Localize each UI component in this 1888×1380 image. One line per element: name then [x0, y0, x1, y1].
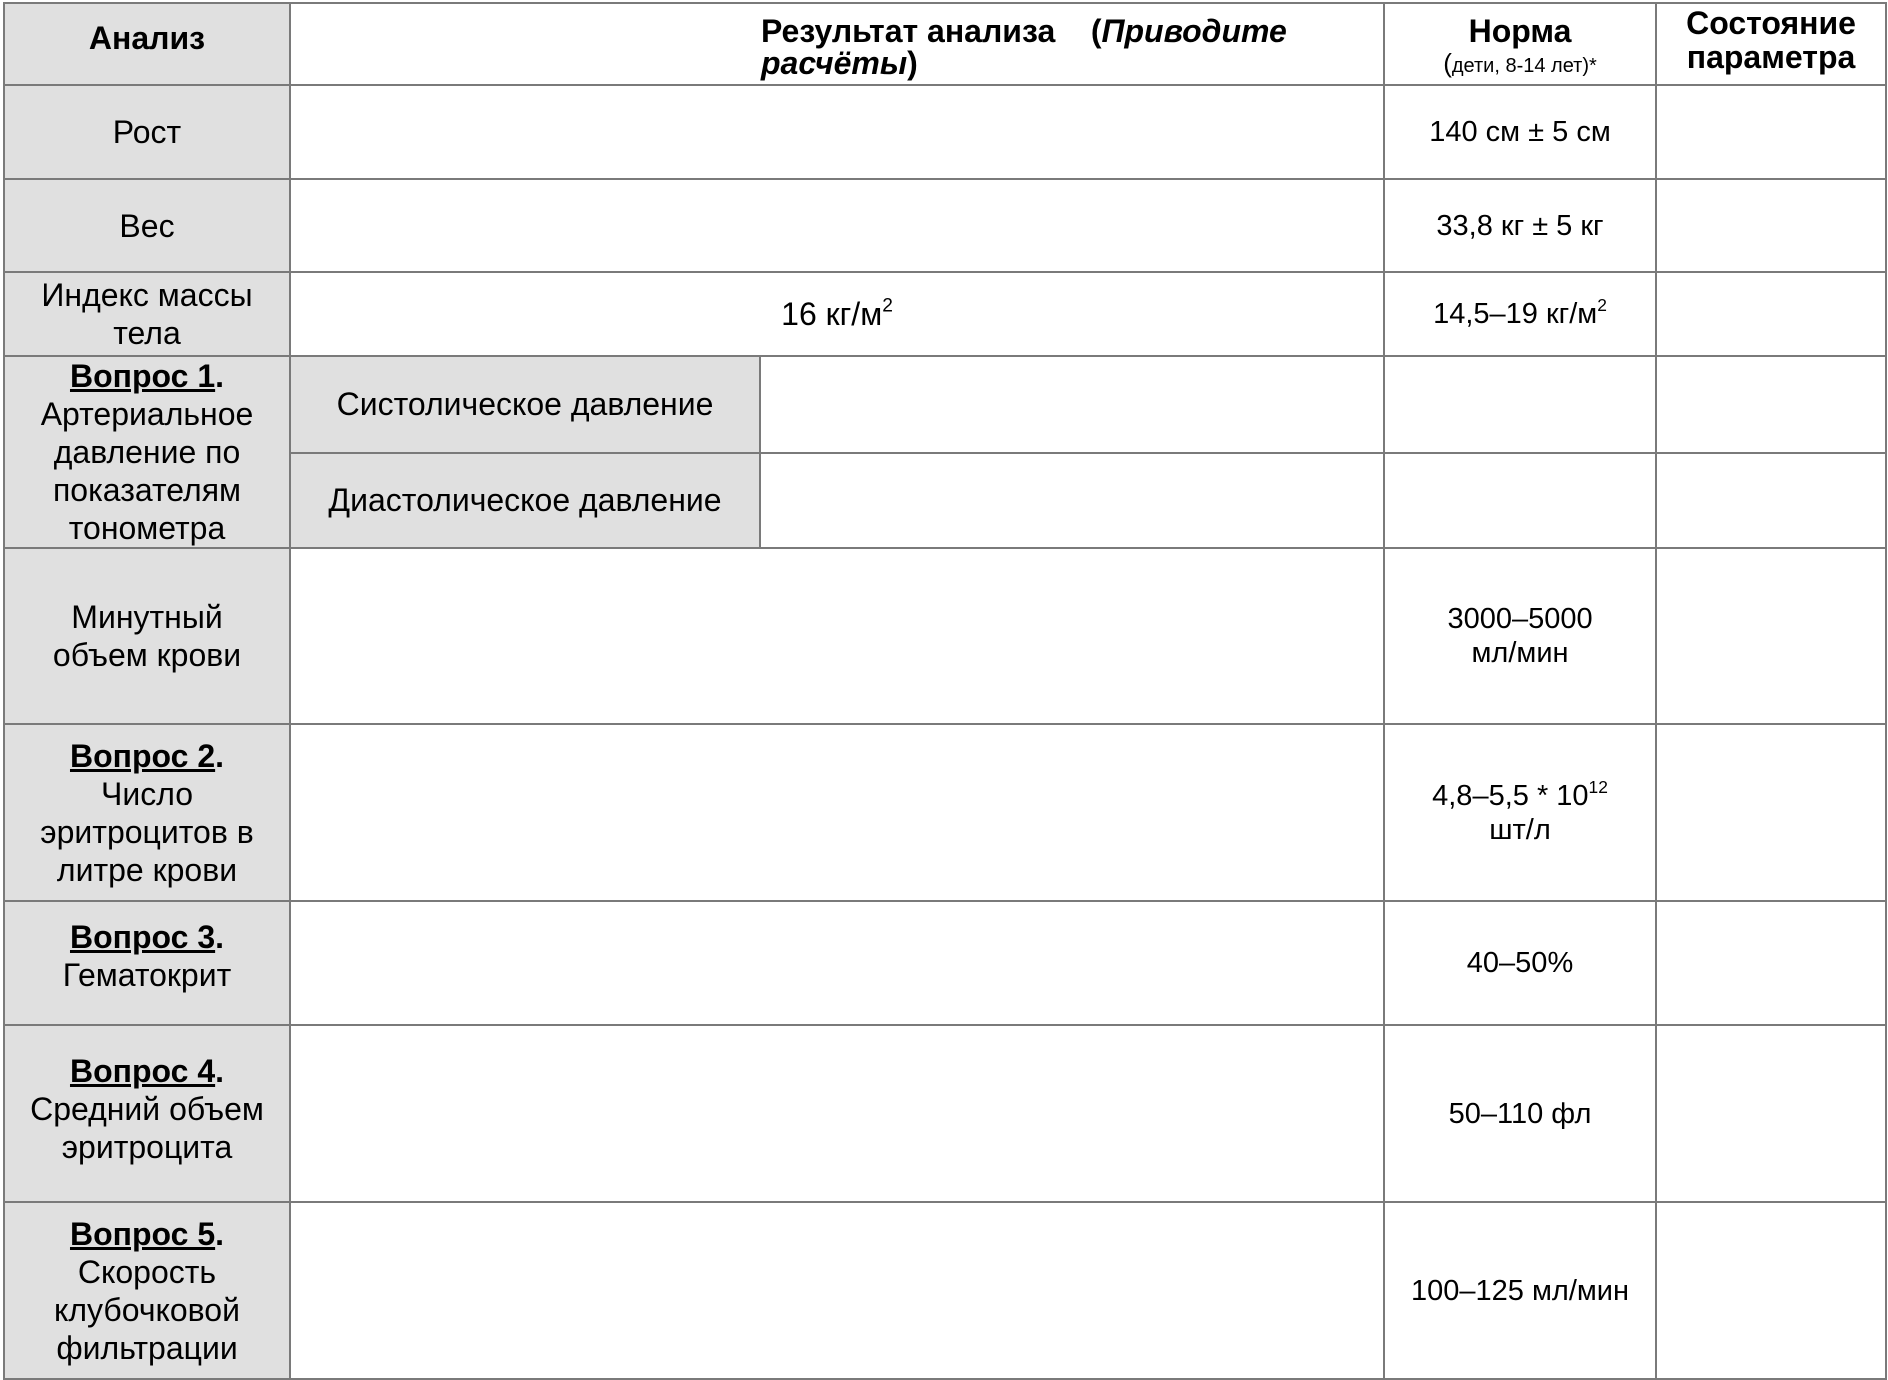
header-norm: [1384, 3, 1656, 85]
result-bmi-exponent: 2: [882, 295, 893, 317]
result-q4-cell[interactable]: [290, 1025, 1384, 1202]
header-norm-sub-close: )*: [1582, 54, 1597, 77]
table-row-bmi: [4, 272, 1886, 356]
label-minute-volume-line2: объем крови: [52, 637, 242, 673]
table-row-weight: [4, 179, 1886, 272]
label-minute-volume: [4, 548, 290, 724]
label-q3-question: Вопрос 3: [69, 919, 216, 955]
label-bmi: [4, 272, 290, 356]
norm-q2-line2: шт/л: [1489, 813, 1551, 846]
status-diastolic-cell[interactable]: [1656, 453, 1886, 549]
header-result: [290, 3, 1384, 85]
label-minute-volume-line1: Минутный: [71, 599, 223, 635]
norm-diastolic: [1384, 453, 1656, 549]
label-q2: [4, 724, 290, 901]
label-q1-line1: Артериальное: [40, 396, 254, 432]
norm-systolic: [1384, 356, 1656, 453]
header-result-note: Приводите расчёты: [761, 13, 1287, 81]
table-row-q5: [4, 1202, 1886, 1379]
header-norm-sub-open: (: [1443, 47, 1452, 78]
header-analysis: [4, 3, 290, 85]
table-row-q4: [4, 1025, 1886, 1202]
sublabel-systolic-text: Систолическое давление: [336, 386, 714, 423]
label-q5: [4, 1202, 290, 1379]
label-q1-line4: тонометра: [68, 510, 226, 546]
status-q2-cell[interactable]: [1656, 724, 1886, 901]
table-row-minute-volume: [4, 548, 1886, 724]
label-q2-line2: эритроцитов в: [40, 813, 254, 850]
result-bmi-value: 16 кг/м: [781, 296, 883, 332]
label-q3-line1: Гематокрит: [62, 957, 232, 993]
label-q1-title: [5, 357, 289, 395]
norm-q2-exponent: 12: [1588, 776, 1608, 797]
label-q2-dot: .: [215, 737, 225, 774]
label-height: [4, 85, 290, 179]
table-row-q3: [4, 901, 1886, 1025]
result-q2-cell[interactable]: [290, 724, 1384, 901]
norm-q4: [1384, 1025, 1656, 1202]
status-bmi-cell[interactable]: [1656, 272, 1886, 356]
header-norm-text: Норма: [1468, 12, 1572, 49]
label-q4-line1: Средний объем: [30, 1091, 264, 1127]
label-q5-line3: фильтрации: [56, 1329, 238, 1366]
status-height-cell[interactable]: [1656, 85, 1886, 179]
norm-q5-text: 100–125 мл/мин: [1411, 1274, 1630, 1307]
sublabel-systolic: [290, 356, 760, 453]
header-analysis-text: Анализ: [88, 20, 206, 56]
status-systolic-cell[interactable]: [1656, 356, 1886, 453]
label-q5-dot: .: [215, 1215, 225, 1252]
norm-weight-text: 33,8 кг ± 5 кг: [1436, 209, 1604, 242]
header-status: [1656, 3, 1886, 85]
result-systolic-cell[interactable]: [760, 356, 1384, 453]
label-q4-question: Вопрос 4: [69, 1053, 216, 1089]
sublabel-diastolic: [290, 453, 760, 549]
status-q4-cell[interactable]: [1656, 1025, 1886, 1202]
norm-minute-volume-line2: мл/мин: [1471, 637, 1569, 669]
norm-q2-line1: [1385, 776, 1655, 813]
status-minute-volume-cell[interactable]: [1656, 548, 1886, 724]
label-q1-line3: показателям: [52, 472, 242, 508]
norm-minute-volume-line1: 3000–5000: [1447, 603, 1593, 635]
norm-q2: [1384, 724, 1656, 901]
result-minute-volume-cell[interactable]: [290, 548, 1384, 724]
header-row: [4, 3, 1886, 85]
norm-q3: [1384, 901, 1656, 1025]
result-weight-cell[interactable]: [290, 179, 1384, 272]
header-status-line2: параметра: [1686, 39, 1856, 75]
result-diastolic-cell[interactable]: [760, 453, 1384, 549]
label-q5-line1: Скорость: [77, 1253, 217, 1290]
sublabel-diastolic-text: Диастолическое давление: [328, 482, 722, 519]
header-result-text: Результат анализа: [761, 13, 1056, 49]
status-weight-cell[interactable]: [1656, 179, 1886, 272]
table-row-height: [4, 85, 1886, 179]
label-q1-line2: давление по: [53, 434, 241, 470]
status-q5-cell[interactable]: [1656, 1202, 1886, 1379]
norm-bmi-exponent: 2: [1597, 294, 1607, 315]
label-bmi-line2: тела: [113, 315, 181, 351]
label-q2-line3: литре крови: [56, 851, 238, 888]
header-norm-sub: [1385, 48, 1655, 79]
result-height-cell[interactable]: [290, 85, 1384, 179]
label-q4: [4, 1025, 290, 1202]
norm-q2-value: 4,8–5,5 * 10: [1432, 779, 1589, 812]
result-q3-cell[interactable]: [290, 901, 1384, 1025]
label-q3-dot: .: [215, 919, 225, 955]
label-weight: [4, 179, 290, 272]
norm-height: [1384, 85, 1656, 179]
norm-minute-volume: [1384, 548, 1656, 724]
norm-bmi: [1384, 272, 1656, 356]
analysis-table: [3, 2, 1887, 1380]
table-row-q1-systolic: [4, 356, 1886, 453]
norm-bmi-text: 14,5–19 кг/м: [1433, 298, 1598, 330]
header-status-line1: Состояние: [1686, 5, 1856, 41]
label-q4-dot: .: [215, 1053, 225, 1089]
label-q1-dot: .: [215, 358, 225, 394]
status-q3-cell[interactable]: [1656, 901, 1886, 1025]
label-q2-line1: Число: [100, 775, 194, 812]
label-weight-text: Вес: [119, 207, 175, 244]
label-q2-title: [5, 737, 289, 775]
norm-q4-text: 50–110 фл: [1448, 1097, 1592, 1130]
label-q5-title: [5, 1215, 289, 1253]
table-row-q2: [4, 724, 1886, 901]
norm-q5: [1384, 1202, 1656, 1379]
label-q4-line2: эритроцита: [61, 1129, 233, 1165]
norm-weight: [1384, 179, 1656, 272]
header-norm-sub-text: дети, 8-14 лет: [1451, 54, 1583, 77]
label-q5-question: Вопрос 5: [69, 1215, 216, 1252]
label-q3-title: [5, 918, 289, 956]
norm-q3-text: 40–50%: [1466, 947, 1574, 979]
label-q4-title: [5, 1052, 289, 1090]
result-bmi-cell[interactable]: [290, 272, 1384, 356]
label-bmi-line1: Индекс массы: [41, 277, 253, 313]
label-q1: [4, 356, 290, 548]
result-q5-cell[interactable]: [290, 1202, 1384, 1379]
label-height-text: Рост: [112, 114, 182, 150]
label-q5-line2: клубочковой: [54, 1291, 240, 1328]
header-result-paren-close: ): [907, 45, 918, 81]
norm-height-text: 140 см ± 5 см: [1429, 116, 1611, 148]
label-q3: [4, 901, 290, 1025]
header-result-paren-open: (: [1090, 13, 1102, 49]
label-q2-question: Вопрос 2: [69, 737, 216, 774]
label-q1-question: Вопрос 1: [69, 358, 216, 394]
